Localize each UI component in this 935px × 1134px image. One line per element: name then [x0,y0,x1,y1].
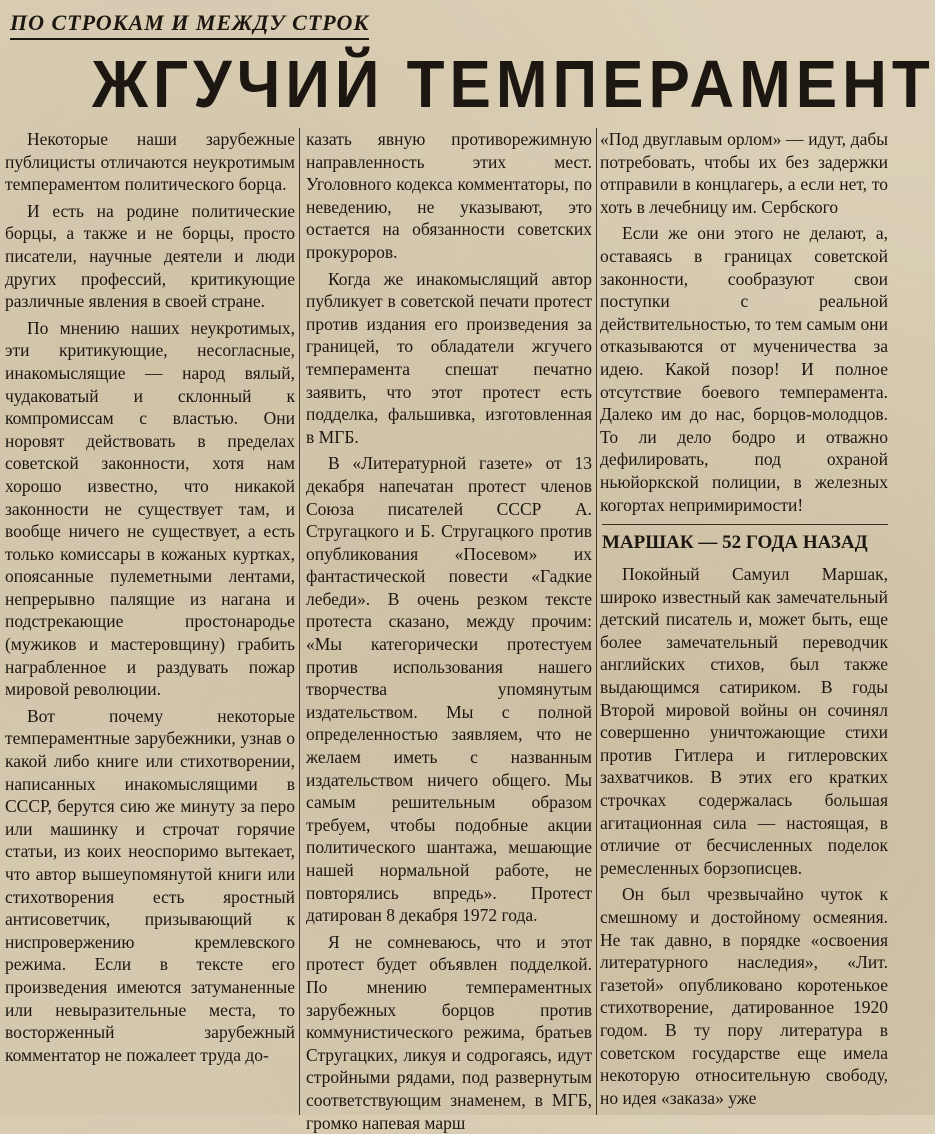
paragraph: Он был чрезвычайно чуток к смешному и достойному осмеяния. Не так давно, в порядке «освоения литературного наследия», «Лит. газетой» опубликовано коротенькое стихотворение, датированное 1920 годом. В ту пору литература в советском государстве еще имела некоторую относительную свободу, но идея «заказа» уже [600,884,888,1108]
paragraph: Я не сомневаюсь, что и этот протест будет объявлен подделкой. По мнению темпераментных зарубежных борцов против коммунистического режима, братьев Стругацких, ликуя и содрогаясь, идут стройными рядами, под развернутым соответствующим знаменем, в МГБ, громко напевая марш [306,931,592,1133]
paragraph: По мнению наших неукротимых, эти критикующие, несогласные, инакомыслящие — народ вялый, чудаковатый и склонный к компромиссам с властью. Они норовят действовать в пределах советской законности, хотя нам хорошо известно, что никакой законности не существует там, и вообще ничего не существует, а есть только комиссары в кожаных куртках, опоясанные пулеметными лентами, непрерывно палящие из нагана и подстрекающие простонародье (мужиков и мастеровщину) грабить награбленное и раздувать пожар мировой революции. [5,317,295,700]
paragraph: В «Литературной газете» от 13 декабря напечатан протест членов Союза писателей СССР А. Стругацкого и Б. Стругацкого против опубликования «Посевом» их фантастической повести «Гадкие лебеди». В очень резком тексте протеста сказано, между прочим: «Мы категорически протестуем против использования нашего творчества упомянутым издательством. Мы с полной определенностью заявляем, что не желаем иметь с названным издательством ничего общего. Мы самым решительным образом требуем, чтобы подобные акции политического шантажа, мешающие нашей нормальной работе, не повторялись впредь». Протест датирован 8 декабря 1972 года. [306,453,592,926]
text-column-1 [5,128,295,1115]
section-subheading: МАРШАК — 52 ГОДА НАЗАД [602,524,888,555]
column-divider [299,128,300,1115]
paragraph: «Под двуглавым орлом» — идут, дабы потребовать, чтобы их без задержки отправили в концлагерь, а если нет, то хоть в лечебницу им. Сербского [600,129,888,217]
text-column-2 [306,128,592,1133]
section-rubric: ПО СТРОКАМ И МЕЖДУ СТРОК [10,10,369,40]
paragraph: Некоторые наши зарубежные публицисты отличаются неукротимым темпераментом политического борца. [5,129,295,195]
paragraph: казать явную противорежимную направленность этих мест. Уголовного кодекса комментаторы, по неведению, не указывают, это остается на обязанности советских прокуроров. [306,129,592,262]
column-divider [596,128,597,1115]
text-column-3 [600,128,888,1115]
paragraph: Если же они этого не делают, а, оставаясь в границах советской законности, сообразуют свои поступки с реальной действительностью, то тем самым они отказываются от мученичества за идею. Какой позор! И полное отсутствие боевого темперамента. Далеко им до нас, борцов-молодцов. То ли дело бодро и отважно дефилировать, под охраной ньюйоркской полиции, в железных когортах непримиримости! [600,223,888,515]
article-headline: ЖГУЧИЙ ТЕМПЕРАМЕНТ [92,47,935,123]
paragraph: Покойный Самуил Маршак, широко известный как замечательный детский писатель и, может быть, еще более замечательный переводчик английских стихов, был также выдающимся сатириком. В годы Второй мировой войны он сочинял совершенно уничтожающие стихи против Гитлера и гитлеровских захватчиков. В этих его кратких строчках содержалась большая агитационная сила — настоящая, в отличие от бесчисленных поделок ремесленных борзописцев. [600,564,888,878]
paragraph: Вот почему некоторые темпераментные зарубежники, узнав о какой либо книге или стихотворении, написанных инакомыслящими в СССР, берутся сию же минуту за перо или машинку и строчат горячие статьи, из коих неоспоримо вытекает, что автор вышеупомянутой книги или стихотворения есть яростный антисоветчик, призывающий к ниспровержению кремлевского режима. Если в тексте его произведения имеются затуманенные или невыразительные места, то восторженный зарубежный комментатор не пожалеет труда до- [5,705,295,1065]
paragraph: И есть на родине политические борцы, а также и не борцы, просто писатели, научные деятели и люди других профессий, критикующие различные явления в своей стране. [5,200,295,312]
paragraph: Когда же инакомыслящий автор публикует в советской печати протест против издания его произведения за границей, то обладатели жгучего темперамента спешат печатно заявить, что этот протест есть подделка, фальшивка, изготовленная в МГБ. [306,268,592,447]
